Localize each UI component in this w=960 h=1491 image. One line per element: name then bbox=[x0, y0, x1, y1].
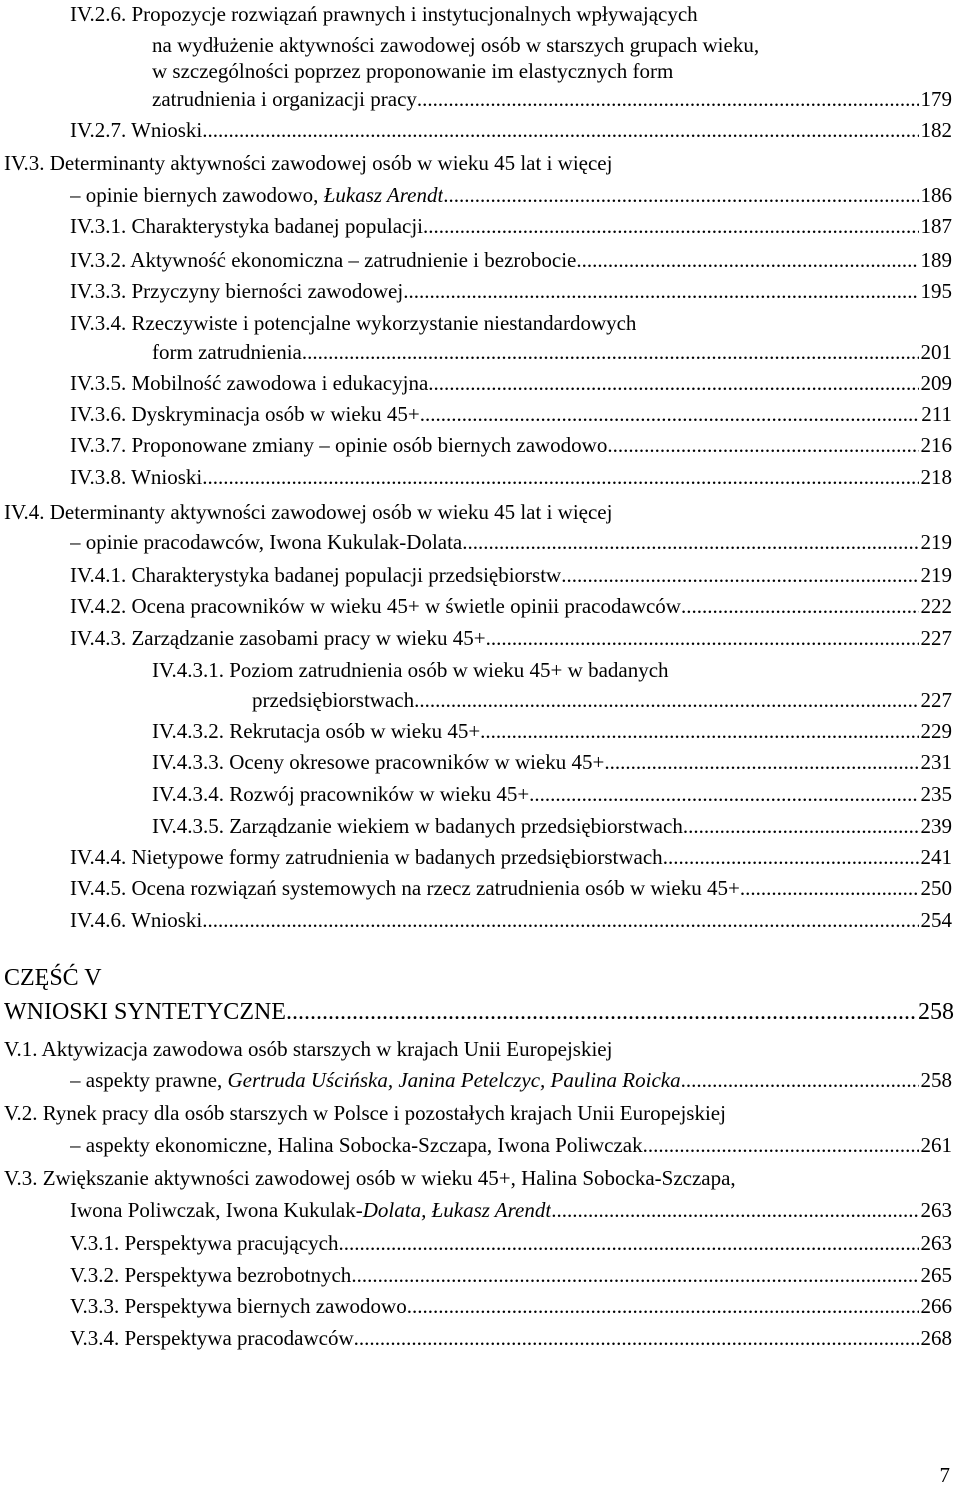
toc-line bbox=[152, 656, 950, 684]
toc-page-number: 179 bbox=[920, 87, 952, 111]
toc-page-number: 235 bbox=[920, 782, 952, 806]
toc-page-number: 189 bbox=[920, 248, 952, 272]
toc-text: w szczególności poprzez proponowanie im elastycznych form bbox=[152, 59, 674, 83]
toc-text: V.3.3. Perspektywa biernych zawodowo bbox=[70, 1294, 407, 1318]
toc-line[interactable] bbox=[70, 1324, 952, 1352]
leader-dots bbox=[663, 843, 919, 871]
leader-dots bbox=[403, 277, 918, 305]
toc-page-number: 195 bbox=[920, 279, 952, 303]
toc-page-number: 268 bbox=[920, 1326, 952, 1350]
leader-dots bbox=[740, 874, 919, 902]
leader-dots bbox=[423, 212, 918, 240]
toc-line[interactable] bbox=[70, 1131, 952, 1159]
toc-page-number: 187 bbox=[920, 214, 952, 238]
toc-text: V.2. Rynek pracy dla osób starszych w Polsce i pozostałych krajach Unii Europejskiej bbox=[4, 1101, 726, 1125]
toc-line[interactable] bbox=[152, 338, 952, 366]
toc-page-number: 231 bbox=[920, 750, 952, 774]
toc-text: IV.3.7. Proponowane zmiany – opinie osób biernych zawodowo bbox=[70, 433, 608, 457]
leader-dots bbox=[202, 116, 918, 144]
toc-text: IV.3.6. Dyskryminacja osób w wieku 45+ bbox=[70, 402, 420, 426]
toc-text: form zatrudnienia bbox=[152, 340, 302, 364]
leader-dots bbox=[428, 369, 918, 397]
toc-line[interactable] bbox=[252, 686, 952, 714]
leader-dots bbox=[338, 1229, 918, 1257]
toc-line[interactable] bbox=[70, 906, 952, 934]
toc-line[interactable] bbox=[70, 1196, 952, 1224]
leader-dots bbox=[302, 338, 919, 366]
toc-line[interactable] bbox=[70, 463, 952, 491]
toc-line bbox=[152, 31, 950, 59]
toc-page-number: 254 bbox=[920, 908, 952, 932]
leader-dots bbox=[420, 400, 920, 428]
leader-dots bbox=[607, 431, 918, 459]
leader-dots bbox=[480, 717, 918, 745]
toc-text: IV.4.6. Wnioski bbox=[70, 908, 203, 932]
leader-dots bbox=[417, 85, 919, 113]
toc-text: IV.4.3.1. Poziom zatrudnienia osób w wieku 45+ w badanych bbox=[152, 658, 669, 682]
toc-line[interactable] bbox=[70, 874, 952, 902]
leader-dots bbox=[351, 1261, 918, 1289]
toc-line[interactable] bbox=[152, 85, 952, 113]
toc-text: IV.4.3.4. Rozwój pracowników w wieku 45+ bbox=[152, 782, 530, 806]
leader-dots bbox=[643, 1131, 919, 1159]
toc-text: – aspekty prawne, Gertruda Uścińska, Janina Petelczyc, Paulina Roicka bbox=[70, 1068, 681, 1092]
toc-page-number: 209 bbox=[920, 371, 952, 395]
toc-page-number: 250 bbox=[920, 876, 952, 900]
leader-dots bbox=[286, 997, 916, 1027]
toc-text: IV.4.2. Ocena pracowników w wieku 45+ w świetle opinii pracodawców bbox=[70, 594, 681, 618]
author-names: Dolata, Łukasz Arendt bbox=[362, 1198, 552, 1222]
toc-text: IV.4.4. Nietypowe formy zatrudnienia w badanych przedsiębiorstwach bbox=[70, 845, 663, 869]
leader-dots bbox=[462, 528, 918, 556]
toc-page-number: 219 bbox=[920, 563, 952, 587]
toc-line[interactable] bbox=[70, 181, 952, 209]
toc-page-number: 229 bbox=[920, 719, 952, 743]
toc-text: IV.4.3. Zarządzanie zasobami pracy w wieku 45+ bbox=[70, 626, 486, 650]
toc-text: IV.3.5. Mobilność zawodowa i edukacyjna bbox=[70, 371, 429, 395]
leader-dots bbox=[354, 1324, 919, 1352]
leader-dots bbox=[683, 812, 919, 840]
toc-line bbox=[4, 149, 950, 177]
toc-page-number: 239 bbox=[920, 814, 952, 838]
page-number: 7 bbox=[939, 1463, 950, 1487]
part-title: CZĘŚĆ V bbox=[4, 965, 102, 991]
toc-line[interactable] bbox=[70, 528, 952, 556]
toc-text: IV.4. Determinanty aktywności zawodowej osób w wieku 45 lat i więcej bbox=[4, 500, 613, 524]
toc-page-number: 258 bbox=[920, 1068, 952, 1092]
leader-dots bbox=[407, 1292, 919, 1320]
leader-dots bbox=[414, 686, 918, 714]
toc-page-number: 263 bbox=[920, 1231, 952, 1255]
toc-text: – opinie biernych zawodowo, Łukasz Arendt bbox=[70, 183, 444, 207]
toc-page-number: 201 bbox=[920, 340, 952, 364]
toc-text: IV.3.1. Charakterystyka badanej populacji bbox=[70, 214, 424, 238]
toc-page-number: 265 bbox=[920, 1263, 952, 1287]
toc-page-number: 227 bbox=[920, 688, 952, 712]
leader-dots bbox=[551, 1196, 918, 1224]
toc-text: V.3.2. Perspektywa bezrobotnych bbox=[70, 1263, 352, 1287]
toc-text: IV.3.8. Wnioski bbox=[70, 465, 203, 489]
toc-line bbox=[4, 1099, 950, 1127]
toc-line bbox=[70, 309, 950, 337]
leader-dots bbox=[202, 463, 918, 491]
toc-line[interactable] bbox=[70, 1261, 952, 1289]
toc-page-number: 182 bbox=[920, 118, 952, 142]
toc-page-number: 241 bbox=[920, 845, 952, 869]
toc-text: – aspekty ekonomiczne, Halina Sobocka-Szczapa, Iwona Poliwczak bbox=[70, 1133, 643, 1157]
toc-text: IV.3.3. Przyczyny bierności zawodowej bbox=[70, 279, 404, 303]
toc-line[interactable] bbox=[70, 561, 952, 589]
toc-line bbox=[70, 0, 950, 28]
toc-line[interactable] bbox=[152, 812, 952, 840]
toc-line bbox=[4, 1035, 950, 1063]
toc-line[interactable] bbox=[152, 717, 952, 745]
toc-page-number: 261 bbox=[920, 1133, 952, 1157]
toc-text: IV.4.5. Ocena rozwiązań systemowych na rzecz zatrudnienia osób w wieku 45+ bbox=[70, 876, 740, 900]
part-heading bbox=[4, 963, 950, 993]
toc-text: IV.2.7. Wnioski bbox=[70, 118, 203, 142]
toc-text: IV.3. Determinanty aktywności zawodowej osób w wieku 45 lat i więcej bbox=[4, 151, 613, 175]
toc-line[interactable] bbox=[152, 780, 952, 808]
toc-page-number: 258 bbox=[918, 999, 954, 1025]
toc-page-number: 219 bbox=[920, 530, 952, 554]
toc-line[interactable] bbox=[70, 369, 952, 397]
toc-text: IV.4.3.3. Oceny okresowe pracowników w wieku 45+ bbox=[152, 750, 605, 774]
toc-text: Iwona Poliwczak, Iwona Kukulak-Dolata, Łukasz Arendt bbox=[70, 1198, 552, 1222]
toc-line[interactable] bbox=[70, 592, 952, 620]
toc-line[interactable] bbox=[70, 212, 952, 240]
toc-text: WNIOSKI SYNTETYCZNE bbox=[4, 999, 286, 1025]
toc-page-number: 227 bbox=[920, 626, 952, 650]
toc-text: IV.3.4. Rzeczywiste i potencjalne wykorzystanie niestandardowych bbox=[70, 311, 637, 335]
toc-text: na wydłużenie aktywności zawodowej osób w starszych grupach wieku, bbox=[152, 33, 760, 57]
toc-line bbox=[4, 498, 950, 526]
toc-page-number: 263 bbox=[920, 1198, 952, 1222]
toc-text: V.1. Aktywizacja zawodowa osób starszych w krajach Unii Europejskiej bbox=[4, 1037, 613, 1061]
author-names: Łukasz Arendt bbox=[323, 183, 444, 207]
toc-text: V.3.1. Perspektywa pracujących bbox=[70, 1231, 339, 1255]
toc-text: IV.2.6. Propozycje rozwiązań prawnych i instytucjonalnych wpływających bbox=[70, 2, 698, 26]
leader-dots bbox=[486, 624, 919, 652]
toc-line[interactable] bbox=[70, 400, 952, 428]
leader-dots bbox=[443, 181, 918, 209]
leader-dots bbox=[681, 592, 919, 620]
leader-dots bbox=[529, 780, 918, 808]
toc-text: V.3. Zwiększanie aktywności zawodowej osób w wieku 45+, Halina Sobocka-Szczapa, bbox=[4, 1166, 736, 1190]
toc-text: przedsiębiorstwach bbox=[252, 688, 415, 712]
leader-dots bbox=[681, 1066, 919, 1094]
author-names: Gertruda Uścińska, Janina Petelczyc, Paulina Roicka bbox=[227, 1068, 681, 1092]
toc-line[interactable] bbox=[70, 246, 952, 274]
leader-dots bbox=[576, 246, 918, 274]
toc-line[interactable] bbox=[70, 1066, 952, 1094]
toc-line[interactable] bbox=[152, 748, 952, 776]
toc-line[interactable] bbox=[70, 843, 952, 871]
toc-page-number: 216 bbox=[920, 433, 952, 457]
toc-text: IV.4.3.5. Zarządzanie wiekiem w badanych przedsiębiorstwach bbox=[152, 814, 683, 838]
toc-line[interactable] bbox=[70, 1292, 952, 1320]
toc-text: IV.4.3.2. Rekrutacja osób w wieku 45+ bbox=[152, 719, 481, 743]
toc-page-number: 218 bbox=[920, 465, 952, 489]
toc-text: V.3.4. Perspektywa pracodawców bbox=[70, 1326, 354, 1350]
toc-text: IV.4.1. Charakterystyka badanej populacji przedsiębiorstw bbox=[70, 563, 562, 587]
leader-dots bbox=[202, 906, 918, 934]
toc-line[interactable] bbox=[70, 624, 952, 652]
toc-line[interactable] bbox=[70, 431, 952, 459]
toc-text: IV.3.2. Aktywność ekonomiczna – zatrudnienie i bezrobocie bbox=[70, 248, 577, 272]
toc-line[interactable] bbox=[70, 277, 952, 305]
toc-line[interactable] bbox=[70, 1229, 952, 1257]
leader-dots bbox=[561, 561, 918, 589]
toc-text: zatrudnienia i organizacji pracy bbox=[152, 87, 417, 111]
toc-page-number: 266 bbox=[920, 1294, 952, 1318]
toc-page-number: 211 bbox=[921, 402, 952, 426]
toc-line bbox=[152, 57, 950, 85]
toc-line[interactable] bbox=[4, 997, 954, 1027]
toc-text: – opinie pracodawców, Iwona Kukulak-Dolata bbox=[70, 530, 463, 554]
toc-line[interactable] bbox=[70, 116, 952, 144]
toc-page-number: 222 bbox=[920, 594, 952, 618]
toc-page-number: 186 bbox=[920, 183, 952, 207]
toc-line bbox=[4, 1164, 950, 1192]
leader-dots bbox=[604, 748, 918, 776]
